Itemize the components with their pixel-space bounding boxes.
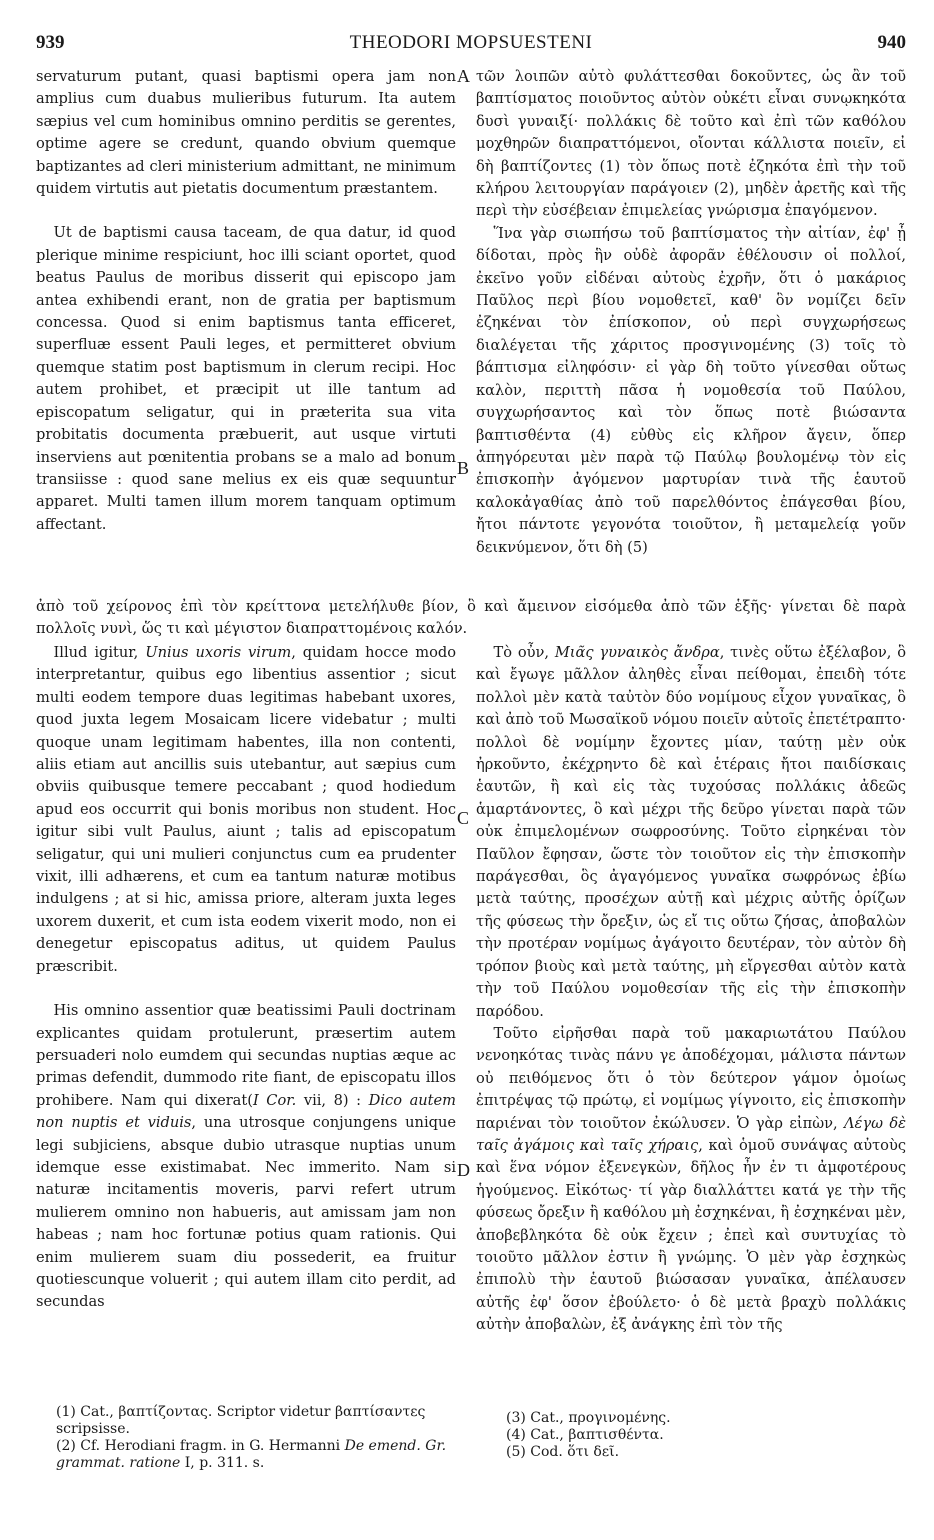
latin-p4-text-e: , una utrosque conjungens unique legi subjiciens, absque dubio utrasque nuptias unum idemque esse existimabat. Nec immerito. Nam si naturæ incitamentis moveris, parvi refert utrum mulierem omnino non habueris, aut amissam jam non habeas ; nam hoc fortunæ potius quam rationis. Qui enim mulierem suam diu possederit, ea fruitur quotiescunque voluerit ; qui autem illam cito perdit, ad secundas: [36, 1114, 456, 1311]
greek-paragraph-4: [476, 1023, 906, 1337]
latin-column-upper: [36, 66, 456, 536]
footnote-2-title: De emend. Gr. grammat. ratione: [56, 1438, 447, 1471]
running-header: [36, 32, 906, 56]
latin-p4-text-a: His omnino assentior quæ beatissimi Pauli doctrinam explicantes quidam protulerunt, præsertim autem persuaderi nolo eumdem qui secundas nuptias æque ac primas defendit, dummodo rite fiant, de episcopatu illos prohibere. Nam qui dixerat(: [36, 1002, 456, 1109]
latin-p3-text-a: Illud igitur,: [53, 644, 146, 661]
greek-paragraph-1: τῶν λοιπῶν αὐτὸ φυλάττεσθαι δοκοῦντες, ὡς ἂν τοῦ βαπτίσματος ποιοῦντος αὐτὸν οὐκέτι εἶναι συνῳκηκότα δυσὶ γυναιξί· πολλάκις δὲ τοῦτο καὶ ἐπὶ τῶν καθόλου μοχθηρῶν διαπραττόμενοι, οἴονται κάλλιστα ποιεῖν, εἰ δὴ βαπτίζοντες (1) τὸν ὅπως ποτὲ ἐζηκότα ἐπὶ τὴν τοῦ κλήρου λειτουργίαν παράγοιεν (2), μηδὲν ἀρετῆς καὶ τῆς περὶ τὴν εὐσέβειαν ἐπιμελείας γνώρισμα ἐπαγόμενον.: [476, 68, 906, 220]
greek-p3-quote: Μιᾶς γυναικὸς ἄνδρα: [554, 644, 720, 661]
footnote-2-text-a: (2) Cf. Herodiani fragm. in G. Hermanni: [56, 1438, 345, 1454]
greek-p4-quote: Λέγω δὲ ταῖς ἀγάμοις καὶ ταῖς χήραις: [476, 1114, 906, 1154]
footnote-2: [56, 1438, 456, 1472]
margin-letter-b: B: [457, 458, 470, 478]
footnote-4: (4) Cat., βαπτισθέντα.: [506, 1427, 664, 1443]
greek-p4-text-a: Τοῦτο εἰρῆσθαι παρὰ τοῦ μακαριωτάτου Παύλου νενοηκότας τινὰς πάνυ γε ἀποδέχομαι, μάλιστα πάντων οὐ πειθόμενος ὅτι ὁ τὸν δεύτερον γάμον ὁμοίως ἐπιτρέψας τῷ πρώτῳ, εἰ νομίμως γίγνοιτο, εἰς ἐπισκοπὴν παριέναι τὸν τοιοῦτον ἐκώλυσεν. Ὁ γὰρ εἰπὼν,: [476, 1024, 906, 1132]
footnotes-left: [56, 1404, 456, 1472]
latin-paragraph-1: servaturum putant, quasi baptismi opera jam non amplius cum duabus mulieribus futurum. Ita autem sæpius vel cum hominibus omnino perditis se gerentes, optime agere se credunt, quando obvium quemque baptizantes ad cleri ministerium admittant, ne minimum quidem virtutis aut pietatis documentum præstantem.: [36, 68, 456, 198]
latin-paragraph-2: Ut de baptismi causa taceam, de qua datur, id quod plerique minime respiciunt, hoc illi sciant oportet, quod beatus Paulus de moribus disserit qui episcopo jam antea exhibendi erant, non de gratia per baptismum concessa. Quod si enim baptismus tanta efficeret, superfluæ essent Pauli leges, et permitteret obvium quemque statim post baptismum in clerum recipi. Hoc autem prohibet, et præcipit ut ille tantum ad episcopatum seligatur, qui in præterita sua vita probitatis documenta præbuerit, aut usque virtuti inserviens aut pœnitentia probans se a malo ad bonum transiisse : quod sane melius ex eis quæ sequuntur apparet. Multi tamen illum morem tanquam optimum affectant.: [36, 224, 456, 533]
latin-column-lower: [36, 642, 456, 1314]
page-number-left: 939: [36, 32, 65, 53]
latin-p3-quote: Unius uxoris virum: [145, 644, 292, 661]
greek-p3-text-c: , τινὲς οὕτω ἐξέλαβον, ὃ καὶ ἔγωγε μᾶλλον ἀληθὲς εἶναι πείθομαι, ἐπειδὴ τότε πολλοὶ μὲν κατὰ ταὐτὸν δύο νομίμους εἶχον γυναῖκας, ὃ καὶ ἀπὸ τοῦ Μωσαϊκοῦ νόμου ποιεῖν αὐτοῖς ἐπετέτραπτο· πολλοὶ δὲ νομίμην ἔχοντες μίαν, ταύτῃ μὲν οὐκ ἠρκοῦντο, ἐκέχρηντο δὲ καὶ ἑτέραις ἤτοι παιδίσκαις ἑαυτῶν, ἢ καὶ εἰς τὰς τυχούσας πολλάκις ἀδεῶς ἁμαρτάνοντες, ὃ καὶ μέχρι τῆς δεῦρο γίνεται παρὰ τῶν οὐκ ἐπιμελομένων σωφροσύνης. Τοῦτο εἰρηκέναι τὸν Παῦλον ἔφησαν, ὥστε τὸν τοιοῦτον εἰς τὴν ἐπισκοπὴν παράγεσθαι, ὃς ἀγαγόμενος γυναῖκα σωφρόνως ἐβίω μετὰ ταύτης, προσέχων αὐτῇ καὶ μέχρις αὐτῆς ὁρίζων τῆς φύσεως τὴν ὄρεξιν, ὡς εἴ τις οὕτω ζήσας, ἀποβαλὼν τὴν προτέραν νομίμως ἀγάγοιτο δευτέραν, τὸν αὐτὸν δὴ τρόπον βιοὺς καὶ μετὰ ταύτης, μὴ εἴργεσθαι αὐτὸν κατὰ τὴν τοῦ Παύλου νομοθεσίαν τῆς εἰς τὴν ἐπισκοπὴν παρόδου.: [476, 644, 906, 1020]
greek-column-upper: [476, 66, 906, 559]
latin-p4-text-c: vii, 8) :: [296, 1091, 369, 1109]
footnote-1: (1) Cat., βαπτίζοντας. Scriptor videtur βαπτίσαντες scripsisse.: [56, 1404, 426, 1437]
footnote-3: (3) Cat., προγινομένης.: [506, 1410, 671, 1426]
latin-paragraph-4: [36, 1000, 456, 1314]
margin-letter-a: A: [457, 66, 470, 86]
margin-letter-d: D: [457, 1160, 470, 1180]
footnotes-right: [506, 1410, 896, 1461]
footnote-2-text-c: I, p. 311. s.: [180, 1455, 265, 1471]
greek-p3-text-a: Τὸ οὖν,: [493, 644, 555, 661]
latin-paragraph-3: [36, 642, 456, 978]
margin-letter-c: C: [457, 808, 470, 828]
latin-p4-quote: Dico autem non nuptis et viduis: [36, 1091, 457, 1132]
latin-p4-citation: I Cor.: [252, 1091, 297, 1109]
greek-column-lower: [476, 642, 906, 1337]
greek-fullwidth-continuation: ἀπὸ τοῦ χείρονος ἐπὶ τὸν κρείττονα μετελήλυθε βίον, ὃ καὶ ἄμεινον εἰσόμεθα ἀπὸ τῶν ἑξῆς· γίνεται δὲ παρὰ πολλοῖς νυνὶ, ὥς τι καὶ μέγιστον διαπραττομένοις καλόν.: [36, 598, 906, 638]
greek-paragraph-3: [476, 642, 906, 1023]
page-number-right: 940: [877, 32, 906, 53]
greek-p4-text-c: , καὶ ὁμοῦ συνάψας αὐτοὺς καὶ ἕνα νόμον ἐξενεγκὼν, δῆλος ἦν ἐν τι ἀμφοτέρους ἡγούμενος. Εἰκότως· τί γὰρ διαλλάττει κατά γε τὴν τῆς φύσεως ὄρεξιν ἢ καθόλου μὴ ἐσχηκέναι, ἢ ἐσχηκέναι μὲν, ἀποβεβληκότα δὲ οὐκ ἔχειν ; ἐπεὶ καὶ συντυχίας τὸ τοιοῦτο μᾶλλον ἐστιν ἢ γνώμης. Ὁ μὲν γὰρ ἐσχηκὼς ἐπιπολὺ τὴν ἑαυτοῦ βιώσασαν γυναῖκα, ἀπέλαυσεν αὐτῆς ἐφ' ὅσον ἐβούλετο· ὁ δὲ μετὰ βραχὺ πολλάκις αὐτὴν ἀποβαλὼν, ἐξ ἀνάγκης ἐπὶ τὸν τῆς: [476, 1136, 906, 1334]
footnote-5: (5) Cod. ὅτι δεῖ.: [506, 1444, 620, 1460]
latin-p3-text-c: , quidam hocce modo interpretantur, quibus ego libentius assentior ; sicut multi eodem tempore duas legitimas habebant uxores, quod juxta legem Mosaicam licere videbatur ; multi quoque unam legitimam habentes, illa non contenti, aliis etiam aut ancillis suis utebantur, aut sæpius cum obviis quibusque temere peccabant ; quod hodiedum apud eos occurrit qui bonis moribus non student. Hoc igitur sibi vult Paulus, aiunt ; talis ad episcopatum seligatur, qui uni mulieri conjunctus cum ea prudenter vixit, illi adhærens, et cum ea tantum naturæ motibus indulgens ; at si hic, amissa priore, alteram juxta leges uxorem duxerit, et cum ista eodem vixerit modo, non ei denegetur episcopatus aditus, ut quidem Paulus præscribit.: [36, 644, 456, 975]
greek-paragraph-2: Ἵνα γὰρ σιωπήσω τοῦ βαπτίσματος τὴν αἰτίαν, ἐφ' ᾗ δίδοται, πρὸς ἣν οὐδὲ ἀφορᾶν ἐθέλουσιν οἱ πολλοί, ἐκεῖνο γοῦν εἰδέναι αὐτοὺς ἐχρῆν, ὅτι ὁ μακάριος Παῦλος περὶ βίου νομοθετεῖ, καθ' ὃν νομίζει δεῖν ἐζηκέναι τὸν ἐπίσκοπον, οὐ περὶ συγχωρήσεως διαλέγεται τῆς χάριτος προσγινομένης (3) τοῖς τὸ βάπτισμα εἰληφόσιν· εἰ γὰρ δὴ τοῦτο γίνεσθαι οὕτως καλὸν, περιττὴ πᾶσα ἡ νομοθεσία τοῦ Παύλου, συγχωρήσαντος καὶ τὸν ὅπως ποτὲ βιώσαντα βαπτισθέντα (4) εὐθὺς εἰς κλῆρον ἄγειν, ὅπερ ἀπηγόρευται μὲν παρὰ τῷ Παύλῳ βουλομένῳ τὸν εἰς ἐπισκοπὴν ἀγόμενον μαρτυρίαν τινὰ τῆς ἑαυτοῦ καλοκἀγαθίας ἀπὸ τοῦ παρελθόντος ἐπάγεσθαι βίου, ἤτοι πάντοτε γεγονότα τοιοῦτον, ἢ μεταμελείᾳ γοῦν δεικνύμενον, ὅτι δὴ (5): [476, 224, 906, 556]
running-title: THEODORI MOPSUESTENI: [349, 32, 593, 53]
